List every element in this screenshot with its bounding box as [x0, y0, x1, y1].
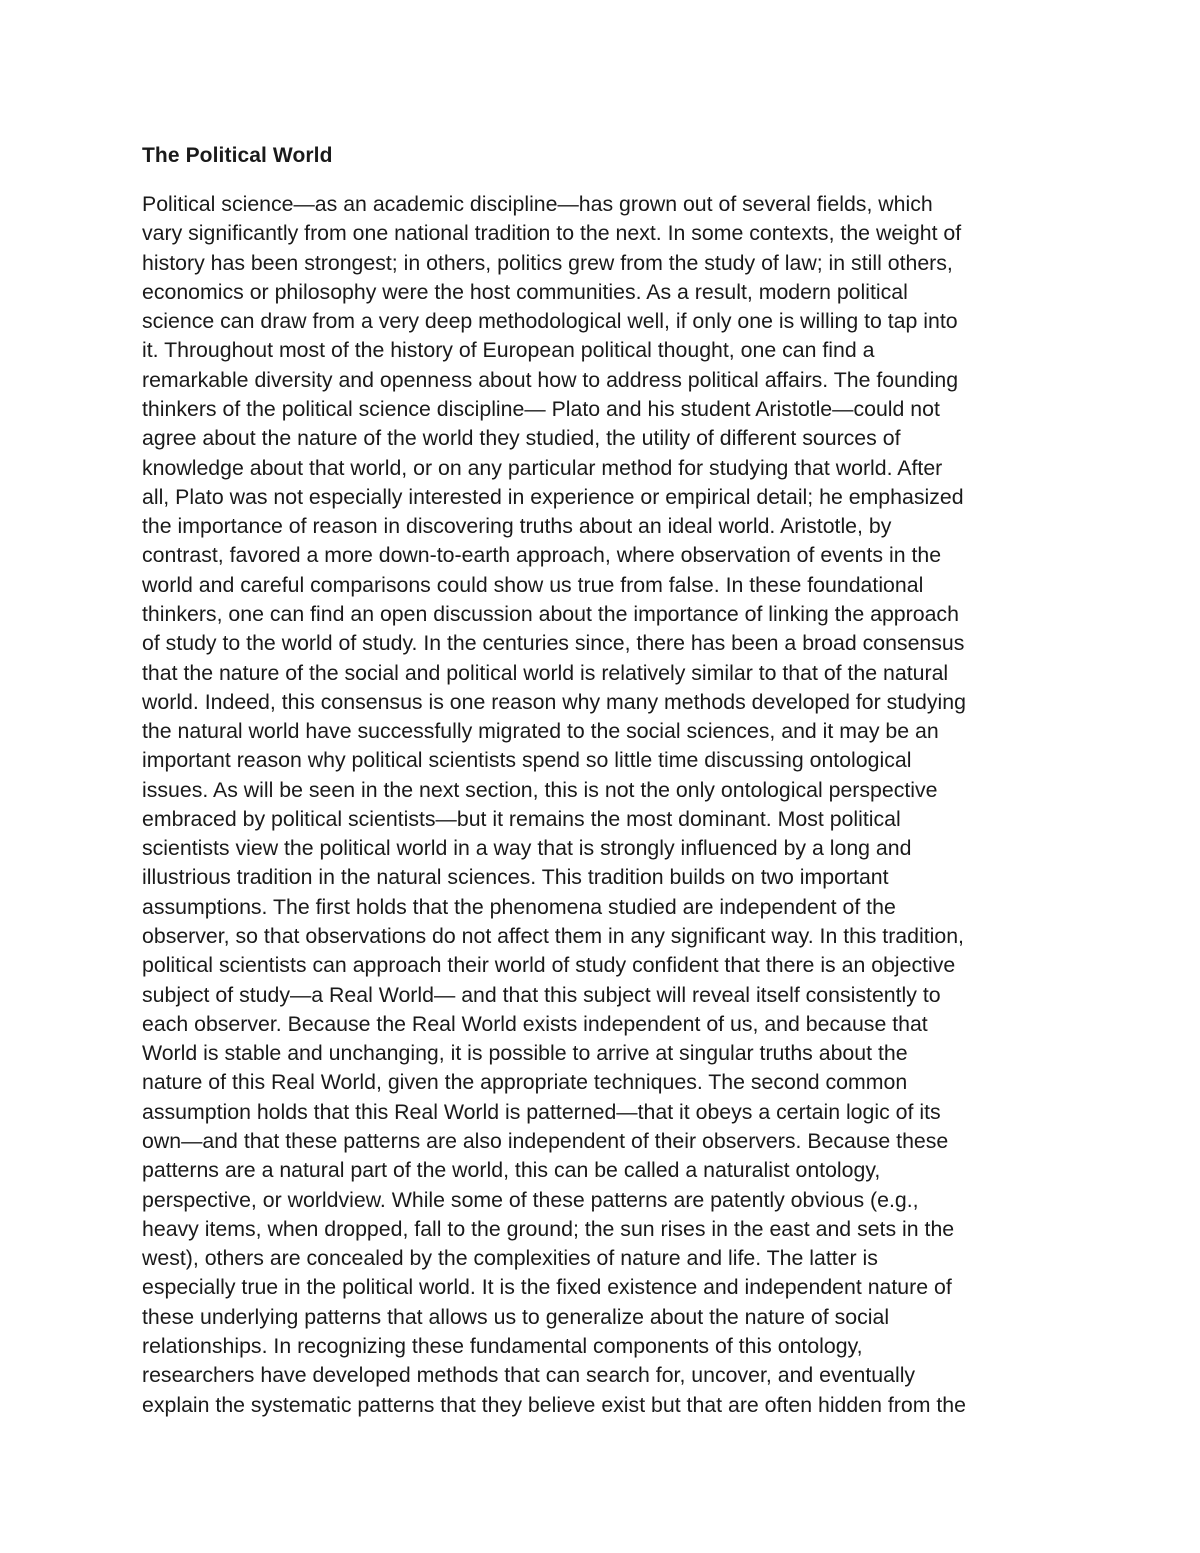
body-text-line: the importance of reason in discovering truths about an ideal world. Aristotle, by [142, 514, 892, 539]
body-text-line: the natural world have successfully migrated to the social sciences, and it may be an [142, 719, 939, 744]
body-text-line: issues. As will be seen in the next section, this is not the only ontological perspective [142, 777, 938, 802]
document-content [142, 142, 1062, 1420]
body-text-line: researchers have developed methods that can search for, uncover, and eventually [142, 1363, 916, 1388]
body-text [142, 190, 1062, 1420]
body-text-line: knowledge about that world, or on any particular method for studying that world. After [142, 455, 943, 480]
body-text-line: own—and that these patterns are also independent of their observers. Because these [142, 1129, 949, 1153]
body-text-line: perspective, or worldview. While some of these patterns are patently obvious (e.g., [142, 1187, 919, 1212]
body-text-line: each observer. Because the Real World exists independent of us, and because that [142, 1011, 928, 1036]
body-text-line: thinkers of the political science discipline— Plato and his student Aristotle—could not [142, 396, 940, 421]
body-text-line: thinkers, one can find an open discussion about the importance of linking the approach [142, 601, 959, 626]
body-text-line: heavy items, when dropped, fall to the ground; the sun rises in the east and sets in the [142, 1216, 955, 1241]
body-text-line: west), others are concealed by the complexities of nature and life. The latter is [142, 1246, 878, 1271]
body-text-line: World is stable and unchanging, it is possible to arrive at singular truths about the [142, 1041, 908, 1066]
body-text-line: important reason why political scientists spend so little time discussing ontological [142, 748, 912, 773]
body-text-line: especially true in the political world. It is the fixed existence and independent nature of [142, 1275, 952, 1300]
body-text-line: explain the systematic patterns that they believe exist but that are often hidden from the [142, 1392, 966, 1417]
body-text-line: all, Plato was not especially interested in experience or empirical detail; he emphasized [142, 484, 964, 509]
body-text-line: scientists view the political world in a way that is strongly influenced by a long and [142, 836, 912, 861]
body-text-line: science can draw from a very deep methodological well, if only one is willing to tap into [142, 309, 958, 334]
body-text-line: assumptions. The first holds that the phenomena studied are independent of the [142, 894, 896, 919]
body-text-line: world. Indeed, this consensus is one reason why many methods developed for studying [142, 689, 966, 714]
body-text-line: economics or philosophy were the host communities. As a result, modern political [142, 279, 908, 304]
body-text-line: world and careful comparisons could show us true from false. In these foundational [142, 572, 924, 597]
body-text-line: relationships. In recognizing these fundamental components of this ontology, [142, 1333, 863, 1358]
body-text-line: subject of study—a Real World— and that this subject will reveal itself consistently to [142, 982, 941, 1007]
body-text-line: vary significantly from one national tradition to the next. In some contexts, the weight of [142, 221, 962, 246]
page-title: The Political World [142, 144, 333, 167]
body-text-line: remarkable diversity and openness about how to address political affairs. The founding [142, 367, 959, 392]
body-text-line: history has been strongest; in others, politics grew from the study of law; in still others, [142, 250, 953, 275]
body-text-line: illustrious tradition in the natural sciences. This tradition builds on two important [142, 865, 889, 890]
body-text-line: nature of this Real World, given the appropriate techniques. The second common [142, 1070, 908, 1095]
body-text-line: agree about the nature of the world they studied, the utility of different sources of [142, 426, 901, 451]
body-text-line: observer, so that observations do not affect them in any significant way. In this tradition, [142, 924, 964, 949]
body-text-line: political scientists can approach their world of study confident that there is an objective [142, 953, 956, 978]
body-text-line: patterns are a natural part of the world, this can be called a naturalist ontology, [142, 1158, 881, 1183]
body-text-line: these underlying patterns that allows us to generalize about the nature of social [142, 1304, 890, 1329]
body-text-line: assumption holds that this Real World is patterned—that it obeys a certain logic of its [142, 1099, 941, 1124]
body-text-line: it. Throughout most of the history of European political thought, one can find a [142, 338, 875, 363]
body-text-line: contrast, favored a more down-to-earth approach, where observation of events in the [142, 543, 942, 568]
body-text-line: that the nature of the social and political world is relatively similar to that of the natural [142, 660, 949, 685]
body-text-line: Political science—as an academic discipline—has grown out of several fields, which [142, 192, 933, 216]
body-text-line: of study to the world of study. In the centuries since, there has been a broad consensus [142, 631, 965, 656]
body-text-line: embraced by political scientists—but it remains the most dominant. Most political [142, 806, 901, 831]
